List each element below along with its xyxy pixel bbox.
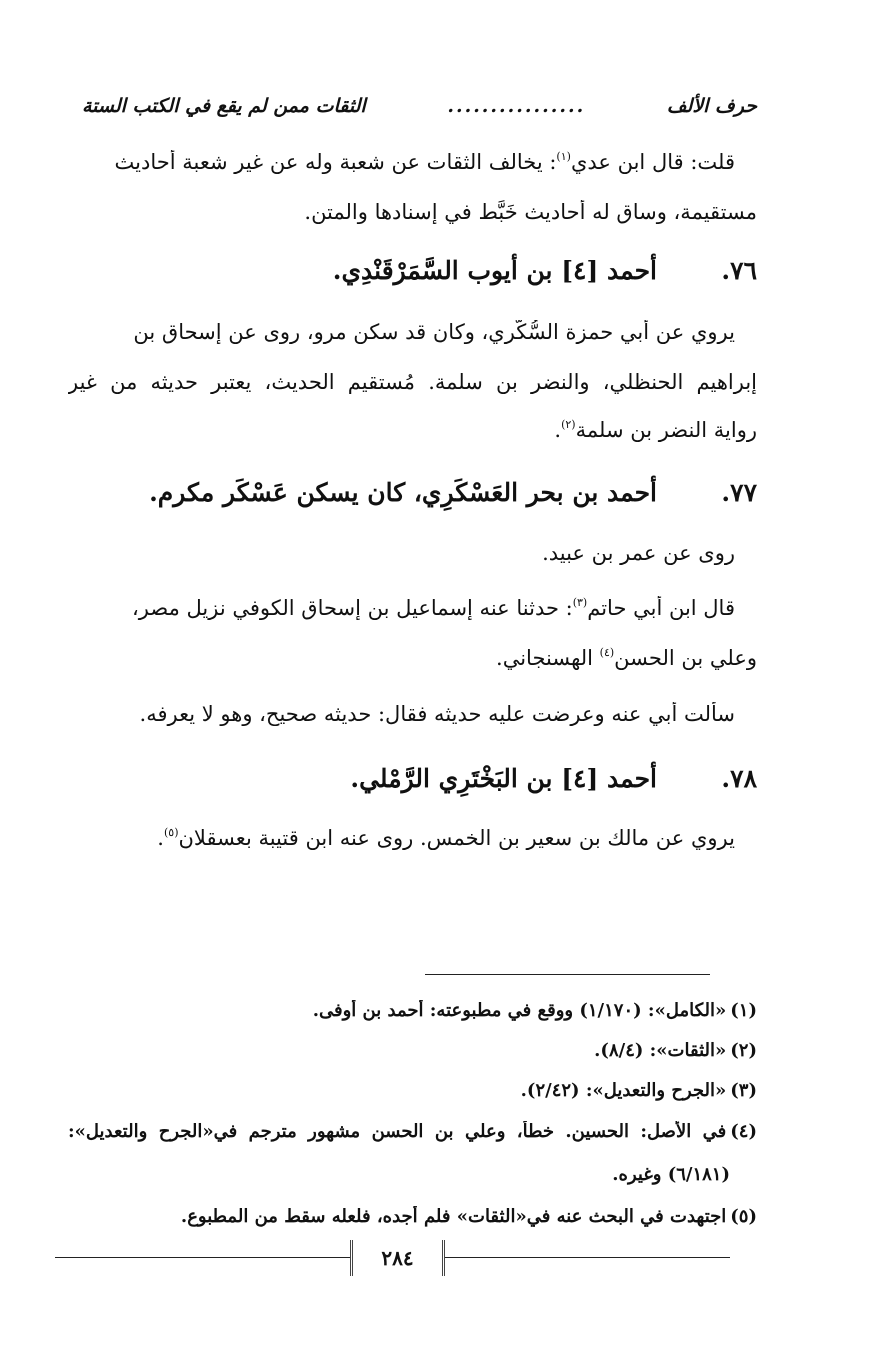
footnote-number: (٤) [730, 1121, 757, 1142]
footnote-text: «الكامل»: (١/١٧٠) ووقع في مطبوعته: أحمد بن أوفى. [312, 1000, 727, 1021]
footnote-2 [68, 1040, 757, 1061]
running-header [82, 88, 757, 124]
page-number: ٢٨٤ [350, 1240, 445, 1276]
footnote-text: «الثقات»: (٨/٤). [594, 1040, 727, 1061]
body-line-6: روى عن عمر بن عبيد. [542, 541, 735, 565]
footnote-ref-5: (٥) [163, 826, 179, 839]
footnote-number: (٣) [730, 1080, 757, 1101]
footnote-separator [425, 974, 710, 975]
footnote-text: في الأصل: الحسين. خطأ، وعلي بن الحسن مشهور مترجم في«الجرح والتعديل»: [68, 1121, 727, 1142]
entry-name: أحمد [٤] بن أيوب السَّمَرْقَنْدِي. [332, 256, 657, 285]
footnote-ref-4: (٤) [599, 646, 615, 659]
entry-name: أحمد بن بحر العَسْكَرِي، كان يسكن عَسْكَر مكرم. [149, 478, 657, 507]
footnote-3 [68, 1080, 757, 1101]
body-line-8: وعلي بن الحسن$^{(٤)}$ الهسنجاني. [496, 646, 757, 670]
entry-76 [68, 256, 757, 285]
footnote-ref-2: (٢) [561, 418, 576, 431]
body-line-7: قال ابن أبي حاتم$^{(٣)}$: حدثنا عنه إسماعيل بن إسحاق الكوفي نزيل مصر، [132, 596, 735, 620]
body-line-1: قلت: قال ابن عدي$^{(١)}$: يخالف الثقات عن شعبة وله عن غير شعبة أحاديث [114, 150, 735, 174]
body-line-3: يروي عن أبي حمزة السُّكَّري، وكان قد سكن مرو، روى عن إسحاق بن [133, 320, 735, 344]
entry-77 [68, 478, 757, 507]
body-line-9: سألت أبي عنه وعرضت عليه حديثه فقال: حديثه صحيح، وهو لا يعرفه. [139, 702, 735, 726]
footnote-ref-3: (٣) [572, 596, 588, 609]
footer-rule-right [445, 1257, 730, 1258]
footnote-number: (٥) [730, 1206, 757, 1227]
footnote-text: اجتهدت في البحث عنه في«الثقات» فلم أجده، فلعله سقط من المطبوع. [180, 1206, 727, 1227]
entry-number: ٧٧. [721, 478, 757, 507]
footnote-text: «الجرح والتعديل»: (٢/٤٢). [520, 1080, 727, 1101]
footnote-4 [68, 1121, 757, 1142]
footnote-4-continued [68, 1164, 730, 1185]
chapter-title: حرف الألف [666, 95, 757, 117]
book-title: الثقات ممن لم يقع في الكتب الستة [82, 95, 366, 117]
body-line-5: رواية النضر بن سلمة$^{(٢)}$. [554, 418, 757, 442]
footnote-number: (١) [730, 1000, 757, 1021]
entry-number: ٧٨. [721, 764, 757, 793]
footnote-ref-1: (١) [556, 150, 571, 163]
body-line-10: يروي عن مالك بن سعير بن الخمس. روى عنه ابن قتيبة بعسقلان$^{(٥)}$. [157, 826, 735, 850]
header-dots: ................ [447, 95, 586, 117]
footnote-1 [68, 1000, 757, 1021]
body-line-4: إبراهيم الحنظلي، والنضر بن سلمة. مُستقيم الحديث، يعتبر حديثه من غير [68, 370, 757, 394]
footnote-text: (٦/١٨١) وغيره. [612, 1164, 730, 1185]
entry-name: أحمد [٤] بن البَخْتَرِي الرَّمْلي. [350, 764, 657, 793]
entry-number: ٧٦. [721, 256, 757, 285]
footnote-5 [68, 1206, 757, 1227]
footnote-number: (٢) [730, 1040, 757, 1061]
entry-78 [68, 764, 757, 793]
footer-rule-left [55, 1257, 350, 1258]
body-line-2: مستقيمة، وساق له أحاديث خَبَّط في إسنادها والمتن. [304, 200, 757, 224]
